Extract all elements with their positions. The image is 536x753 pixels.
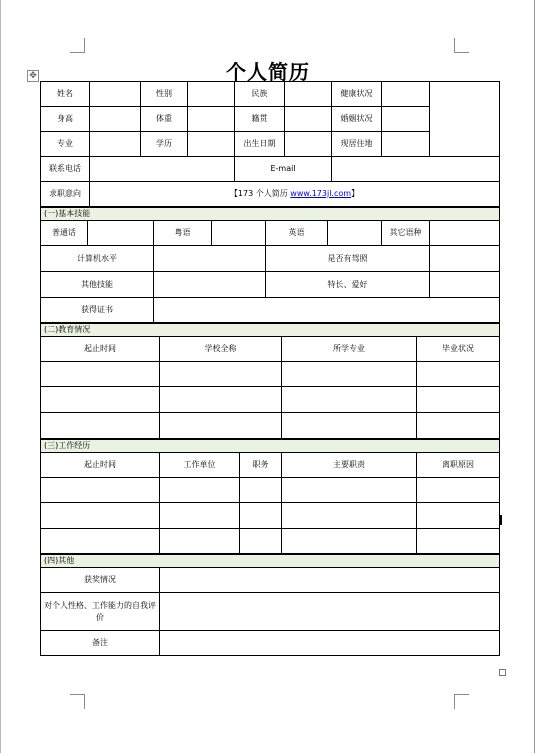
header-employer: 工作单位 <box>160 453 240 478</box>
value-gender[interactable] <box>188 82 235 107</box>
other-skills-row <box>41 272 500 298</box>
value-self-evaluation[interactable] <box>160 593 500 631</box>
value-strengths[interactable] <box>430 272 500 298</box>
work-row <box>41 503 500 529</box>
value-notes[interactable] <box>160 631 500 656</box>
education-cell[interactable] <box>160 413 282 439</box>
certificates-row <box>41 298 500 323</box>
site-link[interactable]: www.173jl.com <box>290 189 352 198</box>
value-education[interactable] <box>188 132 235 157</box>
education-cell[interactable] <box>282 362 417 387</box>
value-weight[interactable] <box>188 107 235 132</box>
education-cell[interactable] <box>417 362 500 387</box>
work-cell[interactable] <box>240 503 282 529</box>
photo-cell[interactable] <box>430 82 500 157</box>
label-weight: 体重 <box>141 107 188 132</box>
basic-row-1 <box>41 82 500 107</box>
work-header-row <box>41 453 500 478</box>
work-table <box>40 439 500 554</box>
label-health: 健康状况 <box>332 82 382 107</box>
awards-row <box>41 568 500 593</box>
value-cantonese[interactable] <box>212 221 266 246</box>
header-position: 职务 <box>240 453 282 478</box>
other-table <box>40 554 500 656</box>
text-cursor-icon <box>500 515 502 525</box>
label-email: E-mail <box>235 157 332 182</box>
education-cell[interactable] <box>41 387 160 413</box>
section-skills-header <box>41 208 500 221</box>
value-certificates[interactable] <box>154 298 500 323</box>
label-marital: 婚姻状况 <box>332 107 382 132</box>
crop-mark-bottom-right <box>454 694 469 709</box>
value-name[interactable] <box>90 82 141 107</box>
work-cell[interactable] <box>240 478 282 503</box>
label-name: 姓名 <box>41 82 90 107</box>
work-cell[interactable] <box>41 529 160 554</box>
section-title-other: (四)其他 <box>41 555 500 568</box>
label-english: 英语 <box>266 221 328 246</box>
work-cell[interactable] <box>417 478 500 503</box>
table-resize-handle-icon[interactable] <box>499 669 506 676</box>
education-cell[interactable] <box>160 362 282 387</box>
value-phone[interactable] <box>90 157 235 182</box>
value-native-place[interactable] <box>285 107 332 132</box>
education-table <box>40 323 500 439</box>
work-cell[interactable] <box>160 529 240 554</box>
computer-row <box>41 246 500 272</box>
work-cell[interactable] <box>417 503 500 529</box>
education-header-row <box>41 337 500 362</box>
self-eval-row <box>41 593 500 631</box>
header-graduation: 毕业状况 <box>417 337 500 362</box>
header-duties: 主要职责 <box>282 453 417 478</box>
label-other-skills: 其他技能 <box>41 272 154 298</box>
section-work-header <box>41 440 500 453</box>
value-other-skills[interactable] <box>154 272 266 298</box>
work-cell[interactable] <box>41 503 160 529</box>
education-cell[interactable] <box>282 413 417 439</box>
education-cell[interactable] <box>417 413 500 439</box>
label-computer-level: 计算机水平 <box>41 246 154 272</box>
label-residence: 现居住地 <box>332 132 382 157</box>
work-cell[interactable] <box>160 503 240 529</box>
section-title-education: (二)教育情况 <box>41 324 500 337</box>
label-mandarin: 普通话 <box>41 221 88 246</box>
value-major[interactable] <box>90 132 141 157</box>
label-self-evaluation: 对个人性格、工作能力的自我评价 <box>41 593 160 631</box>
value-birthdate[interactable] <box>285 132 332 157</box>
work-cell[interactable] <box>282 503 417 529</box>
crop-mark-top-right <box>454 38 469 53</box>
education-row <box>41 387 500 413</box>
value-health[interactable] <box>382 82 430 107</box>
work-cell[interactable] <box>240 529 282 554</box>
education-cell[interactable] <box>41 413 160 439</box>
resume-form <box>40 81 499 656</box>
education-row <box>41 413 500 439</box>
label-strengths: 特长、爱好 <box>266 272 430 298</box>
basic-row-5 <box>41 182 500 207</box>
label-certificates: 获得证书 <box>41 298 154 323</box>
education-cell[interactable] <box>417 387 500 413</box>
section-title-skills: (一)基本技能 <box>41 208 500 221</box>
page-title: 个人简历 <box>226 60 310 84</box>
work-cell[interactable] <box>282 529 417 554</box>
header-period: 起止时间 <box>41 337 160 362</box>
value-other-language[interactable] <box>430 221 500 246</box>
header-field: 所学专业 <box>282 337 417 362</box>
page-edge-right <box>534 0 535 753</box>
header-leave-reason: 离职原因 <box>417 453 500 478</box>
label-birthdate: 出生日期 <box>235 132 285 157</box>
value-marital[interactable] <box>382 107 430 132</box>
label-notes: 备注 <box>41 631 160 656</box>
skills-table <box>40 207 500 323</box>
label-ethnicity: 民族 <box>235 82 285 107</box>
label-native-place: 籍贯 <box>235 107 285 132</box>
work-cell[interactable] <box>282 478 417 503</box>
crop-mark-top-left <box>70 38 85 53</box>
label-phone: 联系电话 <box>41 157 90 182</box>
job-text-suffix: 】 <box>351 189 360 198</box>
header-school: 学校全称 <box>160 337 282 362</box>
label-awards: 获奖情况 <box>41 568 160 593</box>
work-cell[interactable] <box>160 478 240 503</box>
label-driving-license: 是否有驾照 <box>266 246 430 272</box>
label-height: 身高 <box>41 107 90 132</box>
basic-row-4 <box>41 157 500 182</box>
value-job-intention[interactable] <box>90 182 500 207</box>
education-row <box>41 362 500 387</box>
notes-row <box>41 631 500 656</box>
page-edge-left <box>0 0 1 753</box>
label-major: 专业 <box>41 132 90 157</box>
education-cell[interactable] <box>160 387 282 413</box>
education-cell[interactable] <box>41 362 160 387</box>
work-row <box>41 529 500 554</box>
job-text-prefix: 【173 个人简历 <box>229 189 291 198</box>
value-height[interactable] <box>90 107 141 132</box>
header-work-period: 起止时间 <box>41 453 160 478</box>
value-computer-level[interactable] <box>154 246 266 272</box>
value-ethnicity[interactable] <box>285 82 332 107</box>
work-row <box>41 478 500 503</box>
language-row <box>41 221 500 246</box>
basic-info-table <box>40 81 500 207</box>
section-title-work: (三)工作经历 <box>41 440 500 453</box>
value-residence[interactable] <box>382 132 430 157</box>
section-other-header <box>41 555 500 568</box>
work-cell[interactable] <box>41 478 160 503</box>
label-other-language: 其它语种 <box>382 221 430 246</box>
label-gender: 性别 <box>141 82 188 107</box>
value-driving-license[interactable] <box>430 246 500 272</box>
table-move-handle-icon[interactable]: ✥ <box>27 70 39 82</box>
work-cell[interactable] <box>417 529 500 554</box>
value-mandarin[interactable] <box>88 221 154 246</box>
education-cell[interactable] <box>282 387 417 413</box>
label-education: 学历 <box>141 132 188 157</box>
value-english[interactable] <box>328 221 382 246</box>
value-awards[interactable] <box>160 568 500 593</box>
value-email[interactable] <box>332 157 500 182</box>
label-job-intention: 求职意向 <box>41 182 90 207</box>
crop-mark-bottom-left <box>70 694 85 709</box>
section-education-header <box>41 324 500 337</box>
label-cantonese: 粤语 <box>154 221 212 246</box>
